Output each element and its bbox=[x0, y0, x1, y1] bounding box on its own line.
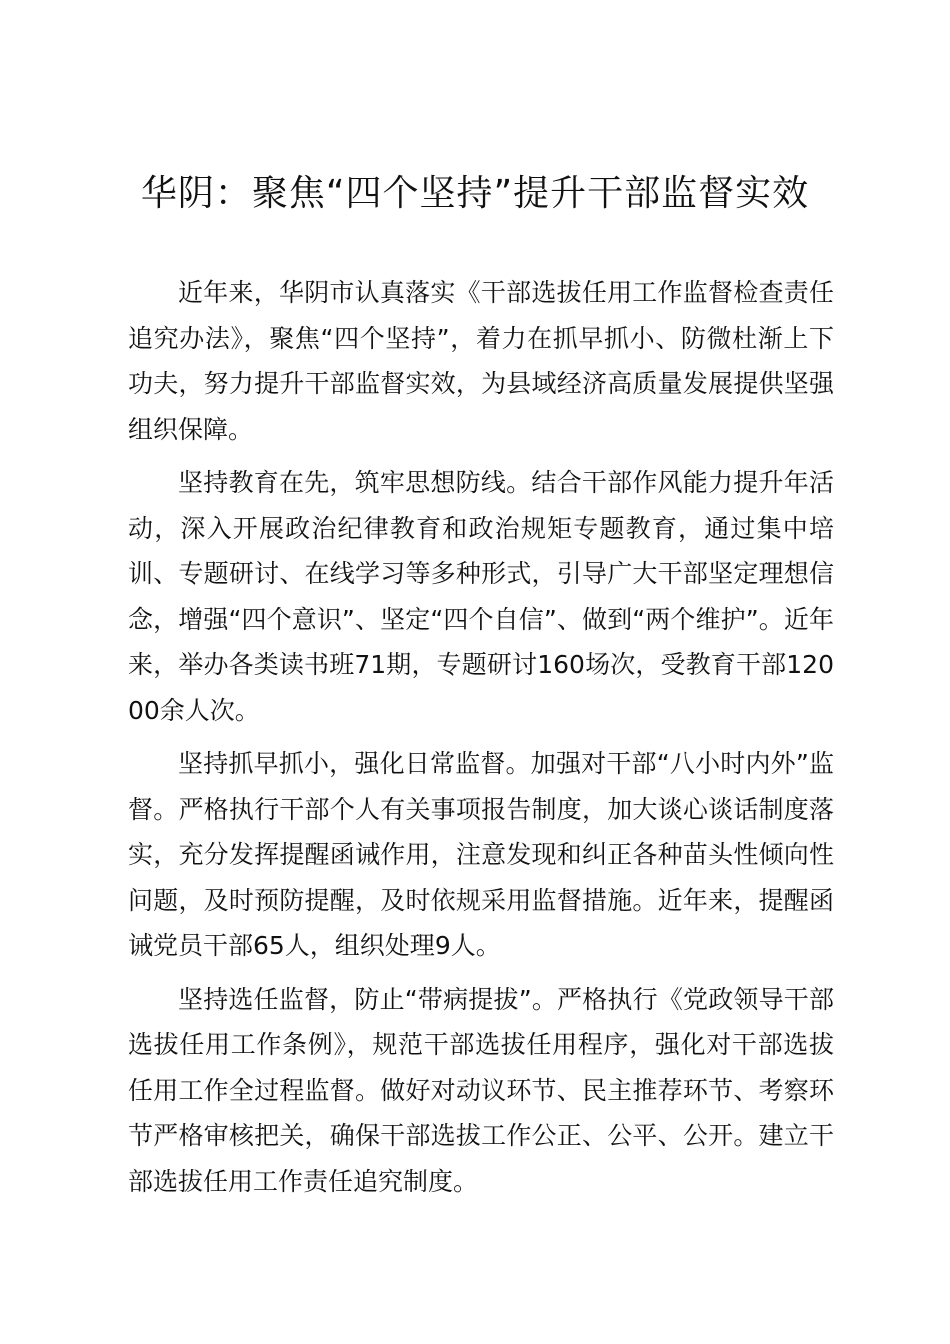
paragraph-selection-supervision: 坚持选任监督，防止“带病提拔”。严格执行《党政领导干部选拔任用工作条例》，规范干部选拔任用程序，强化对干部选拔任用工作全过程监督。做好对动议环节、民主推荐环节、考察环节严格审核把关，确保干部选拔工作公正、公平、公开。建立干部选拔任用工作责任追究制度。 bbox=[128, 984, 834, 1196]
paragraph-education: 坚持教育在先，筑牢思想防线。结合干部作风能力提升年活动，深入开展政治纪律教育和政治规矩专题教育，通过集中培训、专题研讨、在线学习等多种形式，引导广大干部坚定理想信念，增强“四个意识”、坚定“四个自信”、做到“两个维护”。近年来，举办各类读书班71期，专题研讨160场次，受教育干部12000余人次。 bbox=[128, 468, 834, 725]
paragraph-daily-supervision: 坚持抓早抓小，强化日常监督。加强对干部“八小时内外”监督。严格执行干部个人有关事项报告制度，加大谈心谈话制度落实，充分发挥提醒函诫作用，注意发现和纠正各种苗头性倾向性问题，及时预防提醒，及时依规采用监督措施。近年来，提醒函诫党员干部65人，组织处理9人。 bbox=[128, 749, 834, 960]
paragraph-intro: 近年来，华阴市认真落实《干部选拔任用工作监督检查责任追究办法》，聚焦“四个坚持”，着力在抓早抓小、防微杜渐上下功夫，努力提升干部监督实效，为县域经济高质量发展提供坚强组织保障。 bbox=[128, 278, 834, 444]
document-title: 华阴：聚焦“四个坚持”提升干部监督实效 bbox=[140, 173, 810, 214]
document-body bbox=[128, 270, 834, 1212]
